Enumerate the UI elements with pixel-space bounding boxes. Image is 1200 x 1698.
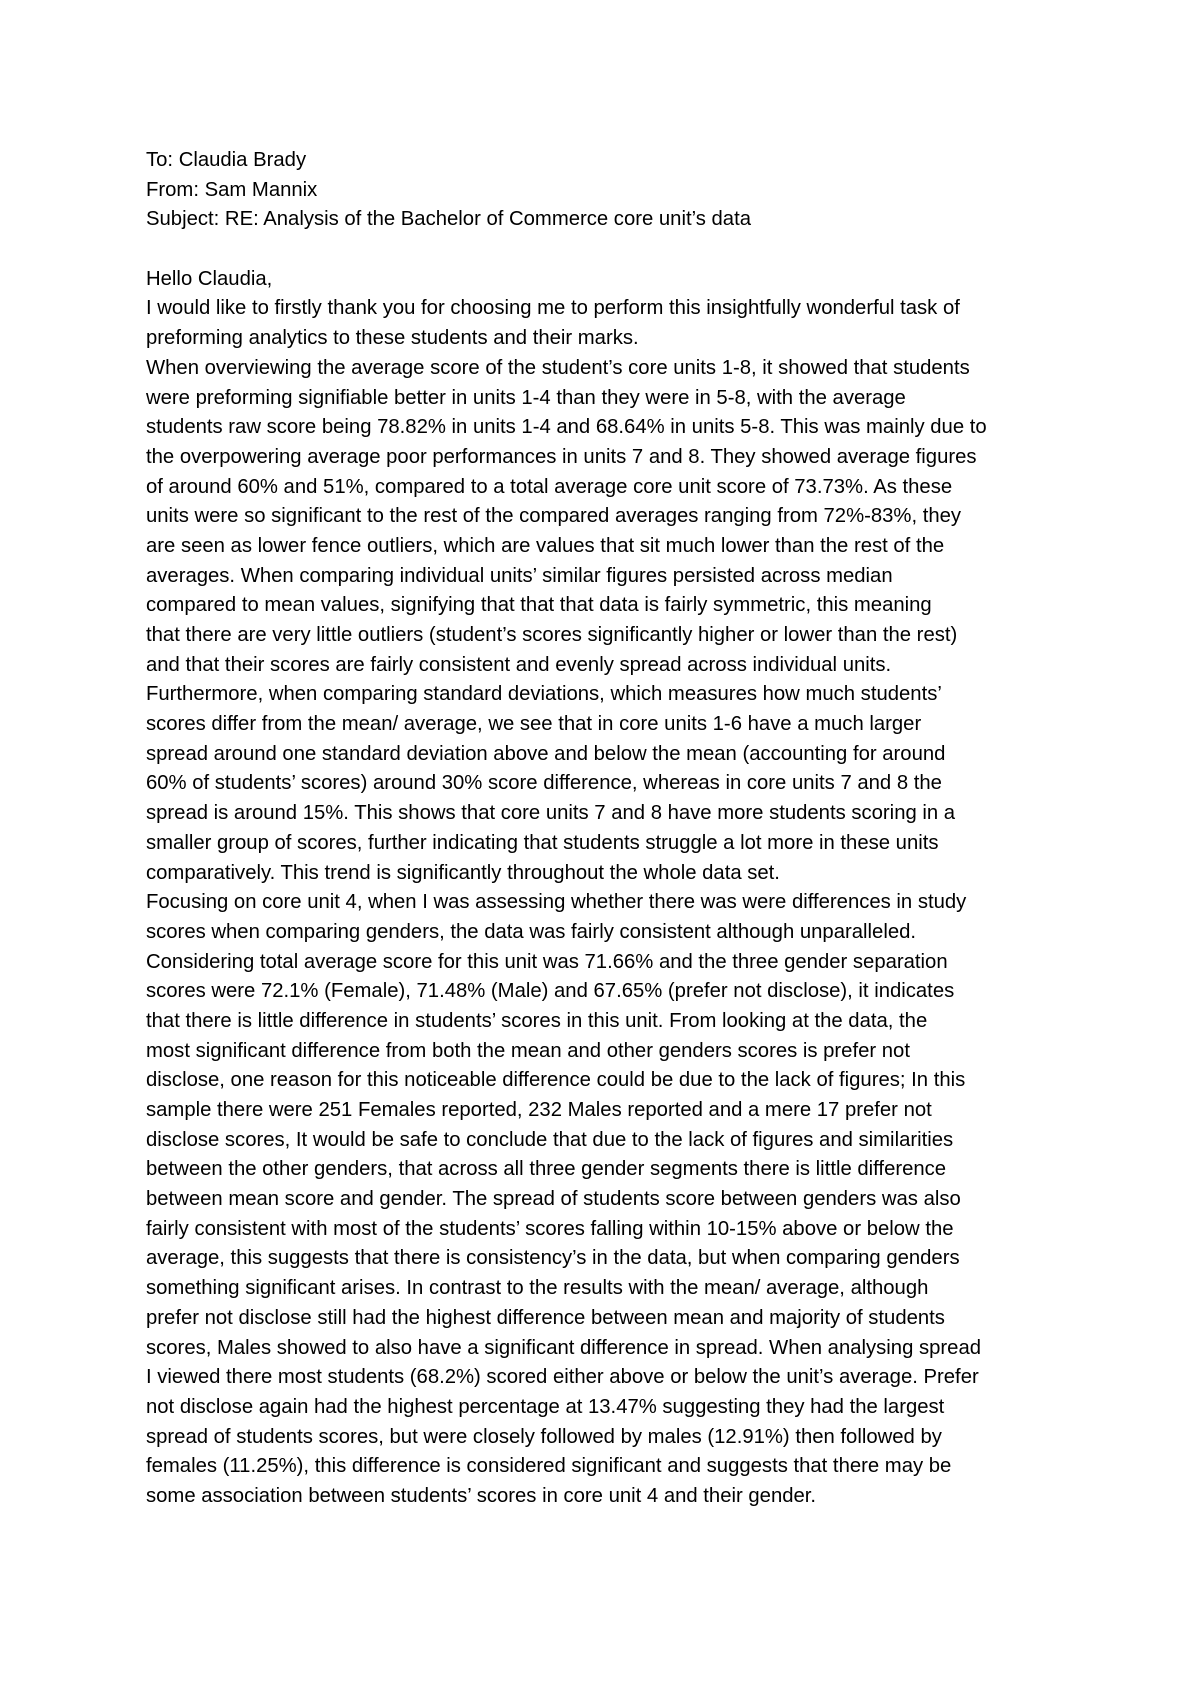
body-text-line: compared to mean values, signifying that that that data is fairly symmetric, this meaning [146, 594, 932, 617]
body-text-line: and that their scores are fairly consistent and evenly spread across individual units. [146, 653, 892, 676]
body-text-line: females (11.25%), this difference is considered significant and suggests that there may be [146, 1455, 952, 1478]
body-text-line: fairly consistent with most of the students’ scores falling within 10-15% above or below the [146, 1217, 954, 1240]
body-text-line: sample there were 251 Females reported, 232 Males reported and a mere 17 prefer not [146, 1099, 932, 1121]
body-text-line: Considering total average score for this unit was 71.66% and the three gender separation [146, 950, 948, 973]
body-text-line: disclose scores, It would be safe to conclude that due to the lack of figures and similarities [146, 1128, 954, 1151]
body-text-line: 60% of students’ scores) around 30% score difference, whereas in core units 7 and 8 the [146, 772, 942, 795]
blank-line [146, 235, 1086, 265]
body-text-line: between mean score and gender. The spread of students score between genders was also [146, 1188, 961, 1211]
body-text-line: that there are very little outliers (student’s scores significantly higher or lower than the rest) [146, 624, 958, 646]
body-text-line: were preforming signifiable better in units 1-4 than they were in 5-8, with the average [146, 386, 906, 409]
memo-from-line: From: Sam Mannix [146, 178, 318, 201]
body-text-line: spread is around 15%. This shows that core units 7 and 8 have more students scoring in a [146, 802, 956, 825]
body-text-line: preforming analytics to these students and their marks. [146, 327, 639, 350]
body-text-line: I would like to firstly thank you for choosing me to perform this insightfully wonderful task of [146, 297, 960, 320]
body-text-line: scores differ from the mean/ average, we see that in core units 1-6 have a much larger [146, 713, 922, 736]
body-text-line: scores, Males showed to also have a significant difference in spread. When analysing spread [146, 1336, 982, 1359]
body-text-line: some association between students’ scores in core unit 4 and their gender. [146, 1484, 817, 1507]
body-text-line: scores when comparing genders, the data was fairly consistent although unparalleled. [146, 920, 917, 943]
body-text-line: smaller group of scores, further indicating that students struggle a lot more in these units [146, 831, 939, 854]
body-text-line: averages. When comparing individual units’ similar figures persisted across median [146, 564, 893, 587]
body-text-line: prefer not disclose still had the highest difference between mean and majority of students [146, 1306, 945, 1329]
body-text-line: scores were 72.1% (Female), 71.48% (Male) and 67.65% (prefer not disclose), it indicates [146, 980, 955, 1003]
body-text-line: Focusing on core unit 4, when I was assessing whether there was were differences in study [146, 891, 967, 914]
memo-subject-line: Subject: RE: Analysis of the Bachelor of Commerce core unit’s data [146, 208, 751, 231]
memo-to-line: To: Claudia Brady [146, 149, 307, 171]
body-text-line: of around 60% and 51%, compared to a total average core unit score of 73.73%. As these [146, 475, 953, 498]
body-text-line: units were so significant to the rest of the compared averages ranging from 72%-83%, they [146, 505, 962, 528]
memo-body [146, 265, 1086, 1512]
body-text-line: that there is little difference in students’ scores in this unit. From looking at the data, the [146, 1009, 928, 1032]
body-text-line: students raw score being 78.82% in units 1-4 and 68.64% in units 5-8. This was mainly due to [146, 416, 987, 439]
body-text-line: the overpowering average poor performances in units 7 and 8. They showed average figures [146, 445, 977, 468]
body-text-line: most significant difference from both the mean and other genders scores is prefer not [146, 1039, 910, 1062]
body-text-line: disclose, one reason for this noticeable difference could be due to the lack of figures; In this [146, 1069, 966, 1092]
body-text-line: not disclose again had the highest percentage at 13.47% suggesting they had the largest [146, 1395, 945, 1418]
body-text-line: average, this suggests that there is consistency’s in the data, but when comparing genders [146, 1247, 960, 1270]
body-text-line: are seen as lower fence outliers, which are values that sit much lower than the rest of the [146, 534, 945, 557]
greeting-line: Hello Claudia, [146, 267, 273, 290]
body-text-line: something significant arises. In contrast to the results with the mean/ average, although [146, 1277, 929, 1300]
body-text-line: spread around one standard deviation above and below the mean (accounting for around [146, 742, 946, 765]
body-text-line: When overviewing the average score of the student’s core units 1-8, it showed that students [146, 356, 970, 379]
document-page [146, 146, 1086, 1512]
body-text-line: between the other genders, that across all three gender segments there is little difference [146, 1158, 947, 1181]
body-text-line: I viewed there most students (68.2%) scored either above or below the unit’s average. Prefer [146, 1366, 979, 1389]
body-text-line: spread of students scores, but were closely followed by males (12.91%) then followed by [146, 1425, 942, 1448]
body-text-line: comparatively. This trend is significantly throughout the whole data set. [146, 861, 780, 884]
body-text-line: Furthermore, when comparing standard deviations, which measures how much students’ [146, 683, 942, 706]
